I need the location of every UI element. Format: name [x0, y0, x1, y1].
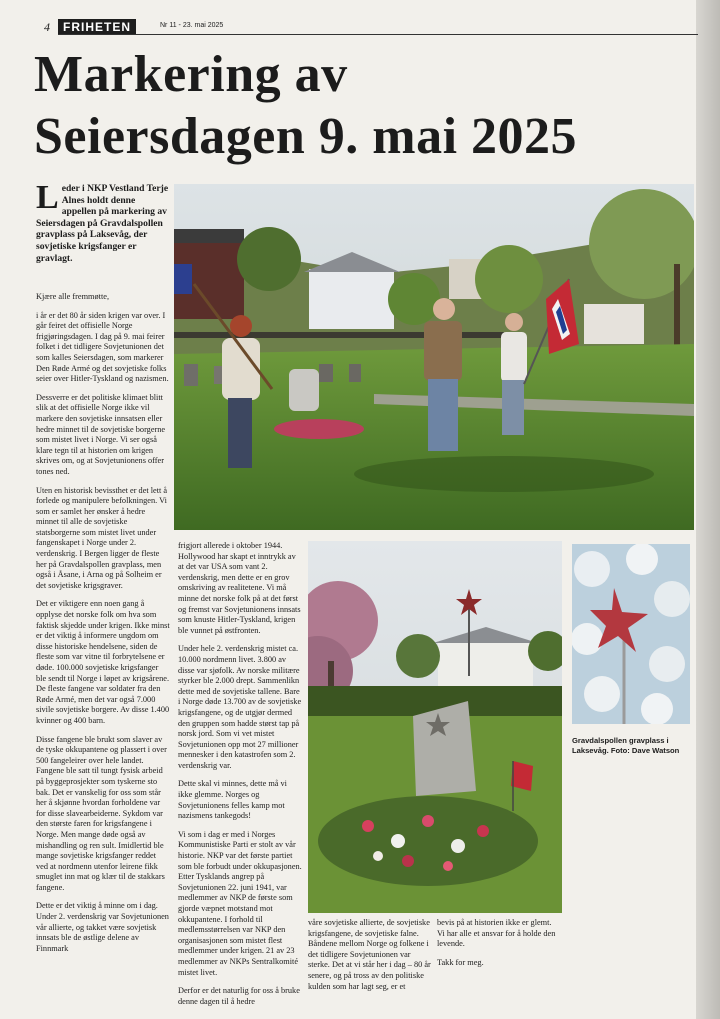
paragraph: Disse fangene ble brukt som slaver av de tyske okkupantene og plassert i over 500 fangeleirer over hele landet. Fangene ble satt til tungt fysisk arbeid på byggeprosjekter som tyskerne sto bak. Det er vanskelig for oss som står her å skjønne hvordan forholdene var for disse slavearbeiderne. Sykdom var den største faren for krigsfangene i Norge. Men mange døde også av mishandling og ren sult. Imidlertid ble mange sovjetiske krigsfanger reddet ved at nordmenn utenfor leirene fikk smuglet inn mat og klær til de stakkars fangene.	[36, 734, 167, 892]
paragraph: Under hele 2. verdenskrig mistet ca. 10.000 nordmenn livet. 3.800 av disse var sjøfolk. Av norske militære styrker ble 2.000 drept. Sammenlikn dette med de sovjetiske tallene. Bare i Norge døde 13.700 av de sovjetiske krigsfangene, og de utgjør dermed den gruppen som hadde størst tap på norsk jord. Som vi vet mistet Sovjetunionen opp mot 27 millioner mennesker i den katastrofen som 2. verdenskrig var.	[178, 644, 302, 770]
paragraph: Vi som i dag er med i Norges Kommunistiske Parti er stolt av vår historie. NKP var det første partiet som ble forbudt under okkupasjonen. Etter Tysklands angrep på Sovjetunionen 22. juni 1941, var medlemmer av NKP de første som gjorde væpnet motstand mot okkupantene. I forhold til medlemsstørrelsen var NKP den organisasjonen som mistet flest medlemmer under krigen. 21 av 23 medlemmer av NKPs Sentralkomité mistet livet.	[178, 829, 302, 977]
article-lede	[36, 179, 170, 264]
paragraph: Kjære alle fremmøtte,	[36, 292, 110, 301]
page-number: 4	[44, 20, 50, 34]
paragraph: Uten en historisk bevissthet er det lett å forlede og manipulere befolkningen. Vi som er samlet her ønsker å hedre minnet til alle de sovjetiske statsborgerne som mistet livet under fangenskapet i Norge under 2. verdenskrig. I Bergen ligger de fleste her på Gravdalspollen gravplass, men også i Åsane, i Arna og på Solheim er det sovjetiske krigsgraver.	[36, 485, 168, 590]
paragraph: i år er det 80 år siden krigen var over. I går feiret det offisielle Norge frigjøringsdagen. I dag på 9. mai feirer folket i det tidligere Sovjetunionen det som kalles Seiersdagen, som markerer Den Røde Armé og det sovjetiske folks seier over Hitler-Tyskland og nazismen.	[36, 310, 169, 384]
header-rule	[58, 34, 698, 35]
paragraph: våre sovjetiske allierte, de sovjetiske krigsfangene, de sovjetiske falne. Båndene mellom Norge og folkene i det tidligere Sovjetunionen var sterke. Det at vi står her i dag – 80 år senere, og på tross av den politiske kulden som har lagt seg, er et	[308, 918, 431, 991]
paragraph: Dette skal vi minnes, dette må vi ikke glemme. Norges og Sovjetunionens felles kamp mot nazismens tankegods!	[178, 779, 287, 821]
text-column-4	[437, 918, 561, 976]
headline-line-1: Markering av	[34, 46, 348, 103]
photo-caption: Gravdalspollen gravplass i Laksevåg. Foto: Dave Watson	[572, 736, 680, 755]
lede-text: eder i NKP Vestland Terje Alnes holdt denne appellen på markering av Seiersdagen på Gravdalspollen gravplass på Laksevåg, der sovjetiske krigsfanger er gravlagt.	[36, 183, 169, 264]
paragraph: Dessverre er det politiske klimaet blitt slik at det offisielle Norge ikke vil markere den sovjetiske innsatsen eller hedre minnet til de sovjetiske borgerne som mistet livet i Norge. Vi ser også klare tegn til at historien om krigen skrives om, og at Sovjetunionens offer tones ned.	[36, 392, 166, 476]
paragraph: bevis på at historien ikke er glemt. Vi har alle et ansvar for å holde den levende.	[437, 918, 556, 949]
paragraph: Takk for meg.	[437, 957, 484, 967]
headline-line-2: Seiersdagen 9. mai 2025	[34, 108, 578, 165]
paragraph: Det er viktigere enn noen gang å opplyse det norske folk om hva som faktisk skjedde under krigen. Ikke minst er det viktig å informere ungdom om disse historiske hendelsene, siden de fleste som var vitne til forbrytelsene er døde. 100.000 sovjetiske krigsfanger ble sendt til Norge i løpet av krigsårene. De fleste fangene var soldater fra den Røde Armé, men det var også 7.000 sivile sovjetiske borgere. Av disse 1.400 kvinner og 400 barn.	[36, 599, 170, 725]
article-headline	[34, 44, 714, 168]
text-column-2	[178, 541, 302, 1015]
lede-dropcap: L	[36, 179, 59, 216]
memorial-photo	[308, 541, 562, 913]
paragraph: frigjort allerede i oktober 1944. Hollywood har skapt et inntrykk av at det var USA som vant 2. verdenskrig, men dette er en grov omskriving av realitetene. Vi må minne det norske folk på at det først og fremst var Sovjetunionens innsats som knuste Hitler-Tyskland, krigen ble vunnet på østfronten.	[178, 541, 301, 635]
paragraph: Dette er det viktig å minne om i dag. Under 2. verdenskrig var Sovjetunionen vår allierte, og takket være sovjetisk innsats ble de østlige delene av Finnmark	[36, 901, 169, 953]
publication-masthead: FRIHETEN	[58, 19, 136, 35]
paragraph: Derfor er det naturlig for oss å bruke denne dagen til å hedre	[178, 986, 300, 1006]
text-column-1	[36, 292, 170, 962]
main-photo	[174, 184, 694, 530]
text-column-3	[308, 918, 432, 1000]
star-photo	[572, 544, 690, 724]
issue-info: Nr 11 - 23. mai 2025	[160, 22, 224, 29]
